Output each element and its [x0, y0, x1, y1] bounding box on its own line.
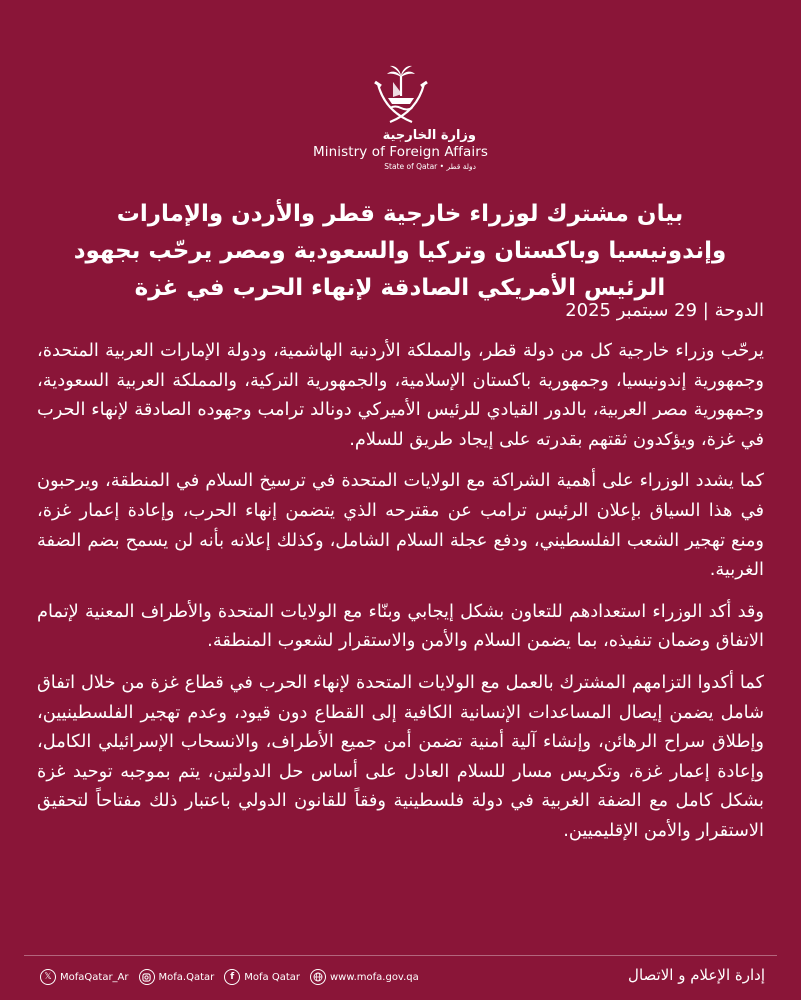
facebook-account[interactable] — [224, 969, 300, 985]
statement-body — [37, 336, 764, 858]
instagram-icon — [139, 969, 155, 985]
department-name: إدارة الإعلام و الاتصال — [628, 966, 765, 984]
qatar-emblem-icon — [366, 62, 436, 126]
website-url: www.mofa.gov.qa — [329, 971, 419, 983]
ministry-name-english: Ministry of Foreign Affairs — [312, 144, 488, 160]
facebook-handle: Mofa Qatar — [244, 971, 300, 983]
paragraph: يرحّب وزراء خارجية كل من دولة قطر، والمملكة الأردنية الهاشمية، ودولة الإمارات العربية المتحدة، وجمهورية إندونيسيا، وجمهورية باكستان الإسلامية، والجمهورية التركية، والمملكة العربية السعودية، وجمهورية مصر العربية، بالدور القيادي للرئيس الأميركي دونالد ترامب وجهوده الصادقة لإنهاء الحرب في غزة، ويؤكدون ثقتهم بقدرته على إيجاد طريق للسلام. — [37, 340, 764, 450]
footer — [40, 966, 765, 992]
paragraph: وقد أكد الوزراء استعدادهم للتعاون بشكل إيجابي وبنّاء مع الولايات المتحدة والأطراف المعنية لإتمام الاتفاق وضمان تنفيذه، بما يضمن السلام والأمن والاستقرار لشعوب المنطقة. — [37, 600, 764, 652]
dateline: الدوحة | 29 سبتمبر 2025 — [565, 300, 764, 321]
x-account[interactable] — [40, 969, 129, 985]
paragraph: كما يشدد الوزراء على أهمية الشراكة مع الولايات المتحدة في ترسيخ السلام في المنطقة، ويرحبون في هذا السياق بإعلان الرئيس ترامب عن مقترحه الذي يتضمن إنهاء الحرب، وإعادة إعمار غزة، ومنع تهجير الشعب الفلسطيني، ودفع عجلة السلام الشامل، وكذلك إعلانه بأنه لن يسمح بضم الضفة الغربية. — [37, 470, 764, 581]
footer-divider — [24, 955, 777, 956]
facebook-icon: f — [224, 969, 240, 985]
website-link[interactable] — [310, 969, 419, 985]
ministry-logo — [0, 62, 801, 171]
ministry-name-arabic: وزارة الخارجية — [382, 128, 476, 143]
statement-title: بيان مشترك لوزراء خارجية قطر والأردن والإمارات وإندونيسيا وباكستان وتركيا والسعودية ومصر يرحّب بجهود الرئيس الأمريكي الصادقة لإنهاء الحرب في غزة — [73, 201, 727, 301]
x-logo-icon: 𝕏 — [40, 969, 56, 985]
x-handle: MofaQatar_Ar — [60, 971, 129, 983]
state-of-qatar-line: State of Qatar • دولة قطر — [384, 162, 476, 171]
paragraph: كما أكدوا التزامهم المشترك بالعمل مع الولايات المتحدة لإنهاء الحرب في قطاع غزة من خلال اتفاق شامل يضمن إيصال المساعدات الإنسانية الكافية إلى القطاع دون قيود، وعدم تهجير الفلسطينيين، وإطلاق سراح الرهائن، وإنشاء آلية أمنية تضمن أمن جميع الأطراف، والانسحاب الإسرائيلي الكامل، وإعادة إعمار غزة، وتكريس مسار للسلام العادل على أساس حل الدولتين، يتم بموجبه توحيد غزة بشكل كامل مع الضفة الغربية في دولة فلسطينية وفقاً للقانون الدولي باعتبار ذلك مفتاحاً لتحقيق الاستقرار والأمن الإقليميين. — [37, 671, 764, 841]
globe-icon — [310, 969, 326, 985]
instagram-account[interactable] — [139, 969, 215, 985]
social-links — [40, 969, 419, 985]
instagram-handle: Mofa.Qatar — [158, 971, 215, 983]
